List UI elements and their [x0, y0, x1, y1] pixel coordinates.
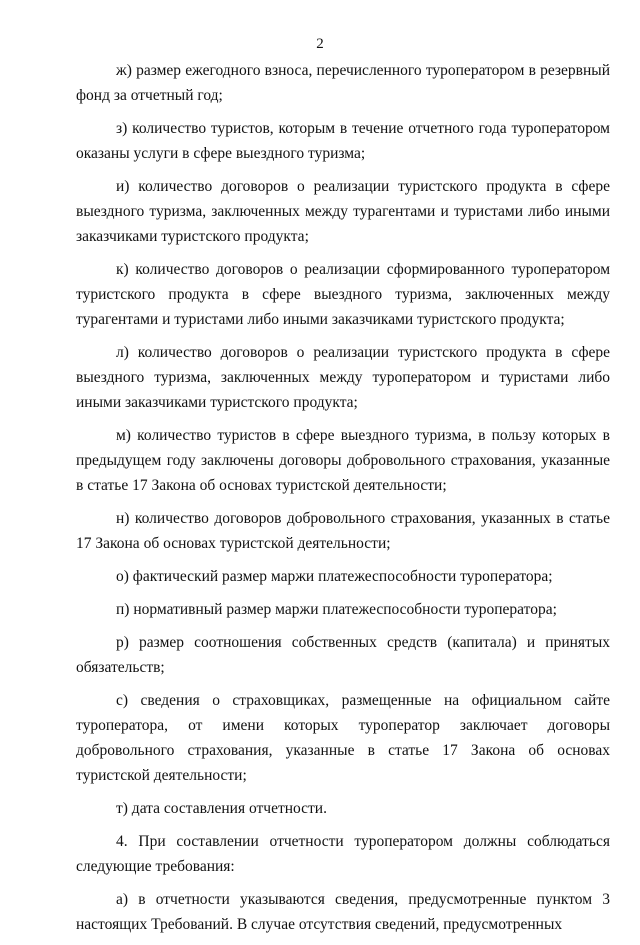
paragraph-p: п) нормативный размер маржи платежеспособности туроператора;	[116, 601, 557, 618]
paragraph-k: к) количество договоров о реализации сформированного туроператором туристского продукта в сфере выездного туризма, заключенных между турагентами и туристами либо иными заказчиками туристского продукта;	[76, 261, 610, 328]
paragraph-o: о) фактический размер маржи платежеспособности туроператора;	[116, 568, 553, 585]
paragraph-zh: ж) размер ежегодного взноса, перечисленного туроператором в резервный фонд за отчетный год;	[76, 62, 610, 104]
paragraph-t: т) дата составления отчетности.	[116, 800, 327, 817]
paragraph-l: л) количество договоров о реализации туристского продукта в сфере выездного туризма, заключенных между туроператором и туристами либо иными заказчиками туристского продукта;	[76, 344, 610, 411]
page-number: 2	[316, 36, 324, 52]
paragraph-n: н) количество договоров добровольного страхования, указанных в статье 17 Закона об основах туристской деятельности;	[76, 510, 610, 552]
paragraph-section-4: 4. При составлении отчетности туроператором должны соблюдаться следующие требования:	[76, 833, 610, 875]
paragraph-m: м) количество туристов в сфере выездного туризма, в пользу которых в предыдущем году заключены договоры добровольного страхования, указанные в статье 17 Закона об основах туристской деятельности;	[76, 427, 610, 494]
paragraph-z: з) количество туристов, которым в течение отчетного года туроператором оказаны услуги в сфере выездного туризма;	[76, 120, 610, 162]
paragraph-s: с) сведения о страховщиках, размещенные на официальном сайте туроператора, от имени которых туроператор заключает договоры добровольного страхования, указанные в статье 17 Закона об основах туристской деятельности;	[76, 692, 610, 784]
paragraph-r: р) размер соотношения собственных средств (капитала) и принятых обязательств;	[76, 634, 610, 676]
paragraph-i: и) количество договоров о реализации туристского продукта в сфере выездного туризма, заключенных между турагентами и туристами либо иными заказчиками туристского продукта;	[76, 178, 610, 245]
document-body	[76, 58, 610, 945]
paragraph-a: а) в отчетности указываются сведения, предусмотренные пунктом 3 настоящих Требований. В случае отсутствия сведений, предусмотренных	[76, 891, 610, 933]
